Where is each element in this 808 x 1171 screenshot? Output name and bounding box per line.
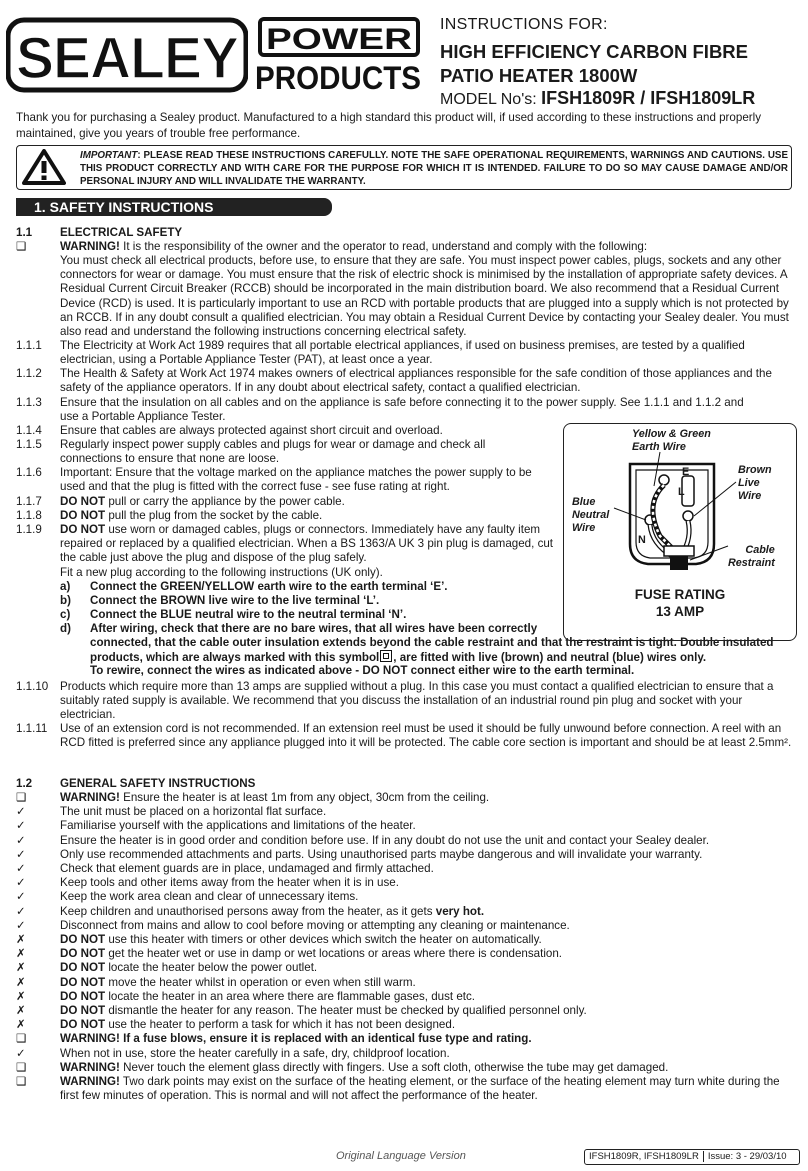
item-1-1-2	[16, 367, 798, 395]
model-values: IFSH1809R / IFSH1809LR	[541, 88, 756, 108]
item-1-1-10	[16, 680, 798, 723]
item-text: use the heater to perform a task for which it has not been designed.	[105, 1018, 456, 1032]
item-text: Ensure that the insulation on all cables and on the appliance is safe before connecting it to the power supply. See 1.1.1 and 1.1.2 and use a Portable Appliance Tester.	[60, 396, 744, 424]
item-number: 1.1.11	[16, 722, 48, 735]
bullet-icon: ✓	[16, 819, 26, 833]
step-letter: a)	[60, 580, 71, 593]
subsection-1-1-heading	[16, 226, 798, 240]
general-safety-item	[16, 890, 798, 904]
bullet-icon: ❑	[16, 1060, 27, 1074]
bullet-icon: ✓	[16, 1046, 26, 1060]
earth-wire-label-1: Yellow & Green	[632, 428, 711, 440]
item-text: When not in use, store the heater carefully in a safe, dry, childproof location.	[60, 1046, 450, 1060]
power-products-logo	[252, 15, 424, 95]
item-text: The unit must be placed on a horizontal flat surface.	[60, 805, 327, 819]
terminal-l: L	[678, 486, 685, 498]
item-number: 1.1.7	[16, 495, 42, 508]
item-1-1-9	[16, 523, 556, 566]
bullet-icon: ✗	[16, 975, 26, 989]
general-safety-item	[16, 805, 798, 819]
item-number: 1.1.5	[16, 438, 42, 451]
neutral-wire-label-2: Neutral	[572, 509, 610, 521]
cable-restraint-label-2: Restraint	[728, 557, 775, 569]
step-text: Connect the BLUE neutral wire to the neutral terminal ‘N’.	[90, 608, 407, 621]
item-text: Important: Ensure that the voltage marked on the appliance matches the power supply to be used and that the plug is fitted with the correct fuse - see fuse rating at right.	[60, 466, 532, 494]
important-notice	[80, 149, 788, 188]
item-1-1-7	[16, 495, 556, 509]
subsection-1-2-heading	[16, 777, 798, 791]
bullet-icon: ✗	[16, 1018, 26, 1032]
model-label: MODEL No's:	[440, 91, 542, 108]
item-text: pull the plug from the socket by the cable.	[105, 509, 323, 522]
item-text: dismantle the heater for any reason. The heater must be checked by qualified personnel only.	[105, 1004, 587, 1017]
step-text: After wiring, check that there are no bare wires, that all wires have been correctly	[90, 622, 538, 635]
bullet-icon: ❑	[16, 791, 27, 804]
neutral-wire-label-1: Blue	[572, 496, 596, 508]
warning-label: DO NOT	[60, 933, 106, 946]
warning-label: WARNING!	[60, 1060, 120, 1074]
subsection-number: 1.1	[16, 226, 33, 239]
cable-restraint-label	[728, 544, 775, 570]
item-text: The Health & Safety at Work Act 1974 makes owners of electrical appliances responsible for the safe condition of those appliances and the safety of the appliance operators. If in any doubt about electrical safety, contact a qualified electrician.	[60, 367, 772, 395]
warning-label: WARNING!	[60, 240, 120, 253]
brand-name: SEALEY	[16, 26, 239, 91]
general-safety-item	[16, 819, 798, 833]
item-1-1-1	[16, 339, 798, 367]
item-number: 1.1.6	[16, 466, 42, 479]
item-1-1-8	[16, 509, 556, 523]
item-text: get the heater wet or use in damp or wet locations or areas where there is condensation.	[105, 947, 563, 961]
footer-models: IFSH1809R, IFSH1809LR	[589, 1151, 699, 1162]
fit-plug-text	[16, 566, 556, 580]
earth-wire-label-2: Earth Wire	[632, 441, 686, 453]
intro-text: Thank you for purchasing a Sealey product. Manufactured to a high standard this product will, if used according to these instructions and properly maintained, give you years of trouble free performance.	[16, 111, 762, 140]
item-number: 1.1.2	[16, 367, 42, 380]
bullet-icon: ✓	[16, 904, 26, 918]
warning-triangle-icon	[22, 149, 66, 185]
item-text: Products which require more than 13 amps are supplied without a plug. In this case you must contact a qualified electrician to ensure that a suitably rated supply is available. We recommend that you discuss the installation of an industrial round pin plug and socket with your electrician.	[60, 680, 774, 722]
neutral-wire-label	[572, 496, 609, 535]
section-heading-text: 1. SAFETY INSTRUCTIONS	[34, 199, 214, 215]
bullet-icon: ✓	[16, 833, 26, 847]
subsection-title: GENERAL SAFETY INSTRUCTIONS	[60, 777, 256, 790]
general-safety-item	[16, 848, 798, 862]
bullet-icon: ✓	[16, 862, 26, 875]
important-label: IMPORTANT	[80, 150, 138, 161]
footer-issue: Issue: 3 - 29/03/10	[703, 1151, 791, 1162]
general-safety-item	[16, 961, 798, 975]
item-number: 1.1.10	[16, 680, 49, 693]
item-text: Two dark points may exist on the surface of the heating element, or the surface of the heating element may turn white during the first few minutes of operation. This is normal and will not affect the performance of the heater.	[60, 1075, 780, 1103]
item-1-1-5	[16, 438, 516, 466]
section-heading	[16, 198, 332, 216]
electrical-paragraph	[16, 254, 798, 339]
item-text: The Electricity at Work Act 1989 requires that all portable electrical appliances, if used on business premises, are tested by a qualified electrician, using a Portable Appliance Tester (PAT), at least once a year.	[60, 339, 745, 367]
item-text: Never touch the element glass directly with fingers. Use a soft cloth, otherwise the tube may get damaged.	[119, 1060, 669, 1074]
do-not-label: DO NOT	[60, 523, 106, 536]
item-text: Keep tools and other items away from the heater when it is in use.	[60, 876, 399, 890]
bullet-icon: ✗	[16, 989, 26, 1003]
item-text: use this heater with timers or other devices which switch the heater on automatically.	[105, 933, 542, 946]
general-safety-item	[16, 1004, 798, 1018]
general-safety-item	[16, 919, 798, 933]
item-text: locate the heater below the power outlet.	[105, 961, 318, 975]
warning-label: WARNING! If a fuse blows, ensure it is replaced with an identical fuse type and rating.	[60, 1032, 532, 1046]
live-wire-label-3: Wire	[738, 490, 762, 502]
item-text: Keep the work area clean and clear of unnecessary items.	[60, 890, 359, 904]
step-text: Connect the GREEN/YELLOW earth wire to the earth terminal ‘E’.	[90, 580, 448, 593]
step-text: Connect the BROWN live wire to the live terminal ‘L’.	[90, 594, 380, 607]
item-number: 1.1.3	[16, 396, 42, 409]
fit-plug-body: Fit a new plug according to the following instructions (UK only).	[60, 566, 383, 579]
item-number: 1.1.1	[16, 339, 42, 352]
item-text: use worn or damaged cables, plugs or connectors. Immediately have any faulty item repaired or replaced by a qualified electrician. When a BS 1363/A UK 3 pin plug is damaged, cut the cable just above the plug and dispose of the plug safely.	[60, 523, 554, 565]
item-1-1-3	[16, 396, 798, 424]
warning-label: DO NOT	[60, 947, 106, 961]
bullet-icon: ✗	[16, 933, 26, 946]
warning-label: WARNING!	[60, 791, 120, 804]
warning-label: DO NOT	[60, 1004, 106, 1017]
general-safety-item	[16, 933, 798, 947]
warning-label: WARNING!	[60, 1075, 120, 1088]
item-1-1-4	[16, 424, 556, 438]
subsection-number: 1.2	[16, 777, 33, 790]
item-text: Regularly inspect power supply cables and plugs for wear or damage and check all connections to ensure that none are loose.	[60, 438, 486, 466]
general-safety-item	[16, 791, 798, 805]
wiring-step-d-rewire: To rewire, connect the wires as indicated above - DO NOT connect either wire to the earth terminal.	[90, 664, 635, 677]
general-safety-item	[16, 976, 798, 990]
earth-wire-label	[632, 428, 711, 454]
step-letter: d)	[60, 622, 71, 635]
general-safety-item	[16, 990, 798, 1004]
fuse-rating-value: 13 AMP	[655, 604, 705, 619]
bullet-icon: ✗	[16, 961, 26, 975]
bullet-icon: ❑	[16, 1075, 27, 1088]
general-safety-item	[16, 1032, 798, 1046]
warning-label: DO NOT	[60, 989, 106, 1003]
electrical-paragraph-text: You must check all electrical products, before use, to ensure that they are safe. You must inspect power cables, plugs, sockets and any other connectors for wear or damage. You must ensure that the risk of electric shock is minimised by the installation of appropriate safety devices. A Residual Current Circuit Breaker (RCCB) should be incorporated in the main distribution board. We also recommend that a Residual Current Device (RCD) is used. It is particularly important to use an RCD with portable products that are plugged into a supply which is not protected by an RCCB. If in any doubt consult a qualified electrician. You may obtain a Residual Current Device by contacting your Sealey dealer. You must also read and understand the following instructions concerning electrical safety.	[60, 254, 789, 339]
cable-restraint-label-1: Cable	[745, 544, 775, 556]
item-text: Ensure that cables are always protected against short circuit and overload.	[60, 424, 443, 437]
live-wire-label-1: Brown	[738, 464, 772, 476]
general-safety-item	[16, 947, 798, 961]
item-number: 1.1.8	[16, 509, 42, 522]
live-wire-label	[738, 464, 772, 503]
step-letter: c)	[60, 608, 71, 621]
terminal-e: E	[682, 466, 690, 478]
do-not-label: DO NOT	[60, 509, 106, 522]
important-body: : PLEASE READ THESE INSTRUCTIONS CAREFULLY. NOTE THE SAFE OPERATIONAL REQUIREMENTS, WARNINGS AND CAUTIONS. USE THIS PRODUCT CORRECTLY AND WITH CARE FOR THE PURPOSE FOR WHICH IT IS INTENDED. FAILURE TO DO SO MAY CAUSE DAMAGE AND/OR PERSONAL INJURY AND WILL INVALIDATE THE WARRANTY.	[80, 150, 788, 187]
products-text: PRODUCTS	[255, 60, 421, 95]
warning-text: It is the responsibility of the owner and the operator to read, understand and comply with the following:	[119, 240, 648, 253]
emphasis-text: very hot.	[435, 904, 485, 918]
product-title-line2: PATIO HEATER 1800W	[440, 65, 638, 86]
checkbox-bullet-icon: ❑	[16, 240, 27, 253]
general-safety-item	[16, 876, 798, 890]
footer-issue-box	[584, 1149, 800, 1165]
bullet-icon: ✓	[16, 918, 26, 932]
warning-label: DO NOT	[60, 1018, 106, 1032]
warning-label: DO NOT	[60, 961, 106, 975]
bullet-icon: ✗	[16, 1004, 26, 1017]
double-insulated-icon	[380, 650, 392, 662]
language-version: Original Language Version	[336, 1150, 466, 1162]
terminal-n: N	[638, 534, 646, 546]
item-text: Use of an extension cord is not recommended. If an extension reel must be used it should be fully unwound before connection. A reel with an RCD fitted is preferred since any appliance plugged into it will be protected. The cable core section is important and should be at least 2.5mm².	[60, 722, 792, 750]
item-text: Familiarise yourself with the applications and limitations of the heater.	[60, 819, 416, 833]
bullet-icon: ✓	[16, 847, 26, 861]
bullet-icon: ❑	[16, 1032, 27, 1046]
sealey-logo	[6, 14, 248, 94]
item-text: Keep children and unauthorised persons away from the heater, as it gets	[60, 904, 436, 918]
item-1-1-6	[16, 466, 552, 494]
item-text: Check that element guards are in place, undamaged and firmly attached.	[60, 862, 434, 875]
bullet-icon: ✗	[16, 947, 26, 961]
plug-wiring-diagram	[563, 423, 797, 641]
general-safety-item	[16, 905, 798, 919]
subsection-title: ELECTRICAL SAFETY	[60, 226, 183, 239]
instructions-for-label: INSTRUCTIONS FOR:	[440, 16, 608, 33]
item-text: Ensure the heater is in good order and condition before use. If in any doubt do not use the unit and contact your Sealey dealer.	[60, 833, 710, 847]
model-numbers	[440, 88, 755, 109]
general-safety-item	[16, 862, 798, 876]
power-text: POWER	[266, 23, 413, 56]
do-not-label: DO NOT	[60, 495, 106, 508]
bullet-icon: ✓	[16, 805, 26, 819]
general-safety-item	[16, 1047, 798, 1061]
bullet-icon: ✓	[16, 876, 26, 890]
item-text: Disconnect from mains and allow to cool before moving or attempting any cleaning or maintenance.	[60, 918, 570, 932]
neutral-wire-label-3: Wire	[572, 522, 596, 534]
item-text: Ensure the heater is at least 1m from any object, 30cm from the ceiling.	[119, 791, 490, 804]
general-safety-item	[16, 1061, 798, 1075]
step-d-text: connected, that the cable outer insulation extends beyond the cable restraint and that the restraint is tight. Double insulated products, which are always marked with this symbol	[90, 636, 774, 665]
item-1-1-11	[16, 722, 798, 750]
general-safety-item	[16, 834, 798, 848]
fuse-rating	[564, 586, 796, 620]
item-text: Only use recommended attachments and parts. Using unauthorised parts maybe dangerous and will invalidate your warranty.	[60, 847, 703, 861]
item-number: 1.1.9	[16, 523, 42, 536]
item-number: 1.1.4	[16, 424, 42, 437]
live-wire-label-2: Live	[738, 477, 760, 489]
general-safety-item	[16, 1018, 798, 1032]
product-title-line1: HIGH EFFICIENCY CARBON FIBRE	[440, 41, 749, 62]
fuse-rating-label: FUSE RATING	[634, 587, 726, 602]
electrical-warning	[16, 240, 798, 254]
product-title	[440, 40, 800, 88]
item-text: pull or carry the appliance by the power cable.	[105, 495, 345, 508]
bullet-icon: ✓	[16, 890, 26, 904]
step-d-text-2: , are fitted with live (brown) and neutral (blue) wires only.	[393, 651, 707, 665]
warning-label: DO NOT	[60, 975, 106, 989]
item-text: move the heater whilst in operation or even when still warm.	[105, 975, 416, 989]
item-text: locate the heater in an area where there are flammable gases, dust etc.	[105, 989, 476, 1003]
step-letter: b)	[60, 594, 71, 607]
general-safety-item	[16, 1075, 798, 1103]
